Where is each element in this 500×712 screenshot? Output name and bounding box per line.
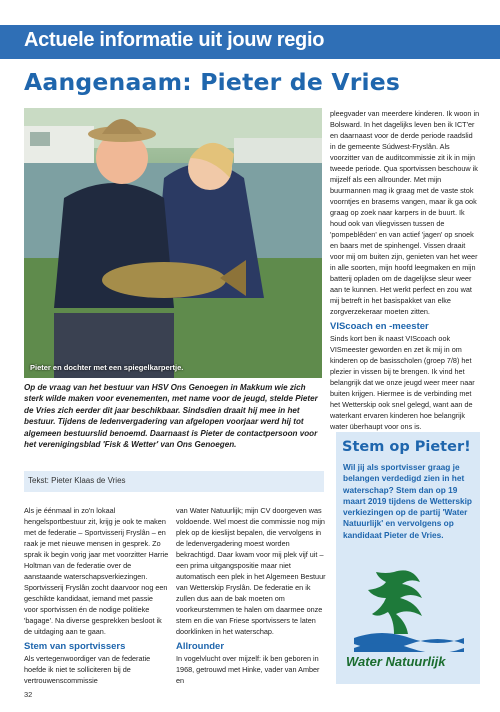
subheading-allrounder: Allrounder xyxy=(176,641,225,652)
water-natuurlijk-logo-icon xyxy=(354,564,464,652)
author-box xyxy=(24,471,324,492)
region-banner xyxy=(0,25,500,59)
right-column-paragraph-2: Sinds kort ben ik naast VIScoach ook VISmeester geworden en zet ik mij in om kinderen op de basisscholen (groep 7/8) het plezier in vissen bij te brengen. Ik vind het belangrijk dat we onze jeugd weer meer naar buiten krijgen. Hiermee is de verbinding met het Wetterskip ook snel gelegd, want aan de waterkant ervaren kinderen hoe belangrijk water überhaupt voor ons is. xyxy=(330,334,475,431)
right-column-paragraph-1: pleegvader van meerdere kinderen. Ik woon in Bolsward. In het dagelijks leven ben ik ICT'er en daarnaast voor de derde periode raadslid in de gemeente Súdwest-Fryslân. Als voorzitter van de auditcommissie zit ik in mijn tweede periode. Qua sportvissen beschouw ik mijzelf als een allrounder. Met mijn buurmannen mag ik graag met de vaste stok voorntjes en brasems vangen, maar ik ga ook graag op zoek naar karpers in de buurt. Ik houd ook van vliegvissen tussen de 'pompeblêden' en van actief 'jagen' op snoek en baars met de spinhengel. Vissen draait voor mij om buiten zijn, genieten van het weer in alle soorten, mijn hoofd leegmaken en mijn batterij opladen om de dagelijkse sleur weer aan te kunnen. Het werkt perfect en zou wat mij betreft in het basispakket van elke zorgverzekeraar moeten zitten. xyxy=(330,109,480,316)
column-1-paragraph-1: Als je éénmaal in zo'n lokaal hengelsportbestuur zit, krijg je ook te maken met de federatie – Sportvisserij Fryslân – en raak je met nieuwe mensen in gesprek. Zo sprak ik begin vorig jaar met voorzitter Harrie Holtman van de federatie over de aanstaande waterschapsverkiezingen. Sportvisserij Fryslân zocht daarvoor nog een geschikte kandidaat, iemand met passie voor sportvissen én de nodige politieke 'bagage'. Na diverse gesprekken besloot ik de uitdaging aan te gaan. xyxy=(24,506,169,636)
sidebar-title: Stem op Pieter! xyxy=(342,439,471,455)
column-2-paragraph-2: In vogelvlucht over mijzelf: ik ben geboren in 1968, getrouwd met Hinke, vader van Amber en xyxy=(176,654,320,685)
photo-caption: Pieter en dochter met een spiegelkarpertje. xyxy=(30,363,184,372)
article-headline: Aangenaam: Pieter de Vries xyxy=(24,68,401,96)
photo-illustration xyxy=(24,108,322,378)
column-2-paragraph-1: van Water Natuurlijk; mijn CV doorgeven was voldoende. Wel moest die commissie nog mijn plek op de kieslijst bepalen, die vervolgens in de ledenvergadering moest worden bekrachtigd. Daar kwam voor mij plek vijf uit – een prima uitgangspositie maar niet automatisch een plek in het Algemeen Bestuur van Wetterskip Fryslân. De federatie en ik zullen dus aan de bak moeten om voorkeurstemmen te halen om daarmee onze stem en die van Friese sportvissers te laten doorklinken in het waterschap. xyxy=(176,506,326,636)
vote-sidebar xyxy=(336,432,480,684)
body-column-1 xyxy=(24,505,169,686)
logo-wordmark: Water Natuurlijk xyxy=(346,654,446,669)
banner-title: Actuele informatie uit jouw regio xyxy=(24,29,325,51)
page-number: 32 xyxy=(24,690,33,699)
author-credit: Tekst: Pieter Klaas de Vries xyxy=(28,476,126,485)
column-1-paragraph-2: Als vertegenwoordiger van de federatie hoefde ik niet te solliciteren bij de vertrouwenscommissie xyxy=(24,654,151,685)
sidebar-text: Wil jij als sportvisser graag je belangen verdedigd zien in het waterschap? Stem dan op 19 maart 2019 tijdens de Wetterskip verkiezingen op de partij 'Water Natuurlijk' en vervolgens op kandidaat Pieter de Vries. xyxy=(343,462,472,540)
article-intro: Op de vraag van het bestuur van HSV Ons Genoegen in Makkum wie zich sterk wilde maken voor evenementen, met name voor de jeugd, stelde Pieter de Vries zich eerder dit jaar beschikbaar. Sindsdien draait hij mee in het bestuur. Tijdens de ledenvergadering van afgelopen voorjaar werd hij tot algemeen bestuurslid benoemd. Daarnaast is Pieter de contactpersoon voor het verenigingsblad 'Fisk & Wetter' van Ons Genoegen. xyxy=(24,383,318,450)
article-photo xyxy=(24,108,322,378)
body-column-2 xyxy=(176,505,328,686)
right-column-top xyxy=(330,108,480,432)
subheading-stem-van-sportvissers: Stem van sportvissers xyxy=(24,641,126,652)
subheading-viscoach: VIScoach en -meester xyxy=(330,321,429,332)
